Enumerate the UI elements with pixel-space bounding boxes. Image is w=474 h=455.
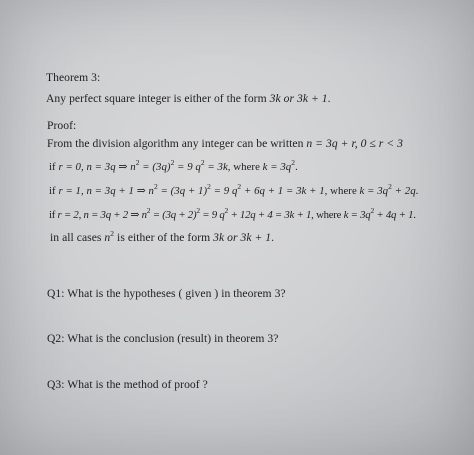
conclusion-or: or [224,231,241,244]
case1-mid3: + 6q + 1 = 3k + 1 [241,185,325,197]
case0-where: , where [227,161,263,173]
conclusion-end: . [271,231,275,244]
proof-intro-math: n = 3q + r, 0 ≤ r < 3 [306,137,403,150]
question-3 [47,378,208,392]
conclusion-pre: in all cases [50,231,105,244]
case2-kval2: + 4q + 1 [373,209,414,221]
question-2 [47,332,278,346]
conclusion-f2: 3k + 1 [240,231,272,244]
case1-sup-a: 2 [154,182,158,191]
case0-sup-a: 2 [135,158,140,167]
case2-if: if [49,209,58,221]
case0-mid: = (3q) [139,161,171,173]
conclusion-f1: 3k [213,231,225,244]
case0-sup-d: 2 [291,158,296,167]
case1-mid2: = 9 q [210,185,238,197]
statement-post: . [327,92,331,105]
conclusion-n: n [104,231,111,244]
case0-mid3: = 3k [204,161,228,173]
question-1 [47,287,286,301]
case0-sup-c: 2 [200,158,205,167]
proof-label-text: Proof: [47,119,77,132]
case2-kval: k = 3q [343,209,371,221]
theorem-title [46,71,100,85]
question-1-text: Q1: What is the hypotheses ( given ) in theorem 3? [47,287,286,300]
case1-cond: r = 1, n = 3q + 1 ⇒ n [58,185,154,197]
case1-mid: = (3q + 1) [157,185,208,197]
case0-mid2: = 9 q [174,161,201,173]
proof-case-2 [49,208,416,222]
question-2-text: Q2: What is the conclusion (result) in theorem 3? [47,332,279,345]
case1-end: . [415,185,419,197]
theorem-statement [46,92,331,106]
case1-sup-c: 2 [237,182,242,191]
question-3-text: Q3: What is the method of proof ? [47,378,208,391]
proof-label [47,119,76,133]
case1-sup-b: 2 [207,182,211,191]
statement-pre: Any perfect square integer is either of the form [46,92,270,105]
statement-form2: 3k + 1 [296,92,328,105]
theorem-title-text: Theorem 3: [46,71,101,84]
case1-if: if [49,185,59,197]
case1-kval2: + 2q [391,185,416,197]
proof-case-0 [49,160,298,174]
case2-mid3: + 12q + 4 = 3k + 1 [228,209,312,221]
proof-conclusion [50,231,274,245]
statement-or: or [280,92,297,105]
case0-sup-b: 2 [170,158,175,167]
conclusion-mid: is either of the form [114,231,214,244]
case0-kval: k = 3q [262,161,292,173]
proof-intro-pre: From the division algorithm any integer can be written [47,137,307,150]
conclusion-sup: 2 [110,229,115,238]
case1-sup-d: 2 [388,182,392,191]
case2-sup-b: 2 [196,206,200,215]
proof-case-1 [49,184,418,198]
case0-if: if [49,161,59,173]
case2-mid: = (3q + 2) [150,209,197,221]
case2-cond: r = 2, n = 3q + 2 ⇒ n [57,209,147,221]
case2-sup-c: 2 [224,206,228,215]
statement-form1: 3k [269,92,281,105]
case2-sup-d: 2 [370,206,374,215]
case0-cond: r = 0, n = 3q ⇒ n [58,161,136,173]
case1-where: , where [324,185,360,197]
case1-kval: k = 3q [359,185,389,197]
case2-mid2: = 9 q [199,209,225,221]
case0-end: . [295,161,298,173]
proof-intro [47,137,403,151]
case2-end: . [413,209,416,221]
case2-sup-a: 2 [146,206,151,215]
case2-where: , where [311,209,344,221]
